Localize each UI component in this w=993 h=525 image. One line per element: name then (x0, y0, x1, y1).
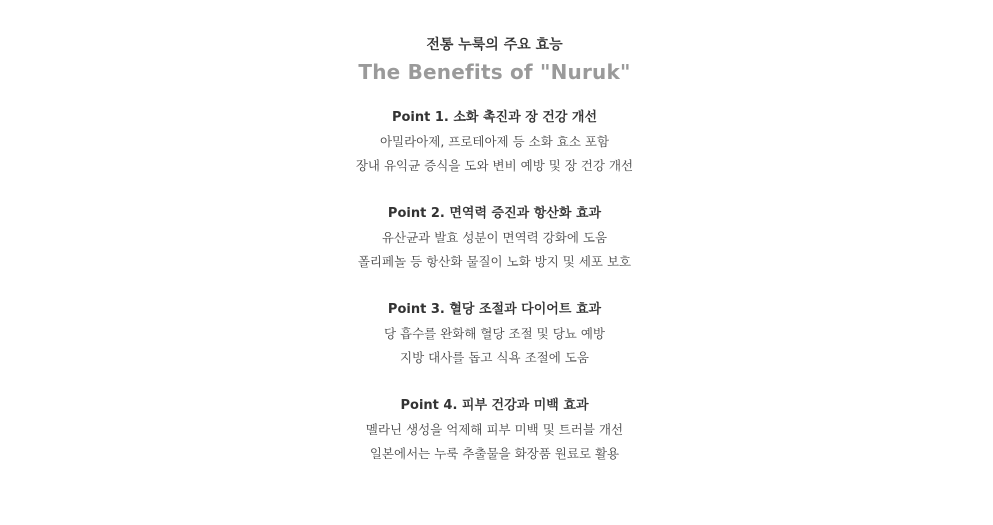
point-line: 일본에서는 누룩 추출물을 화장품 원료로 활용 (369, 446, 620, 461)
point-line: 아밀라아제, 프로테아제 등 소화 효소 포함 (379, 134, 610, 149)
benefit-point-1 (315, 106, 675, 178)
point-title: Point 4. 피부 건강과 미백 효과 (400, 398, 589, 413)
benefit-point-4 (315, 394, 675, 466)
benefit-point-3 (315, 298, 675, 370)
benefit-points (315, 106, 675, 466)
section-title-korean: 전통 누룩의 주요 효능 (426, 37, 563, 53)
point-line: 지방 대사를 돕고 식욕 조절에 도움 (400, 350, 589, 365)
point-title: Point 1. 소화 촉진과 장 건강 개선 (391, 110, 598, 125)
point-line: 유산균과 발효 성분이 면역력 강화에 도움 (381, 230, 608, 245)
point-title: Point 3. 혈당 조절과 다이어트 효과 (387, 302, 602, 317)
section-title-english: The Benefits of "Nuruk" (358, 60, 631, 84)
benefit-point-2 (315, 202, 675, 274)
point-line: 폴리페놀 등 항산화 물질이 노화 방지 및 세포 보호 (357, 254, 632, 269)
point-title: Point 2. 면역력 증진과 항산화 효과 (387, 206, 602, 221)
point-line: 당 흡수를 완화해 혈당 조절 및 당뇨 예방 (383, 326, 605, 341)
benefits-section (315, 0, 675, 525)
point-line: 멜라닌 생성을 억제해 피부 미백 및 트러블 개선 (365, 422, 624, 437)
point-line: 장내 유익균 증식을 도와 변비 예방 및 장 건강 개선 (355, 158, 634, 173)
